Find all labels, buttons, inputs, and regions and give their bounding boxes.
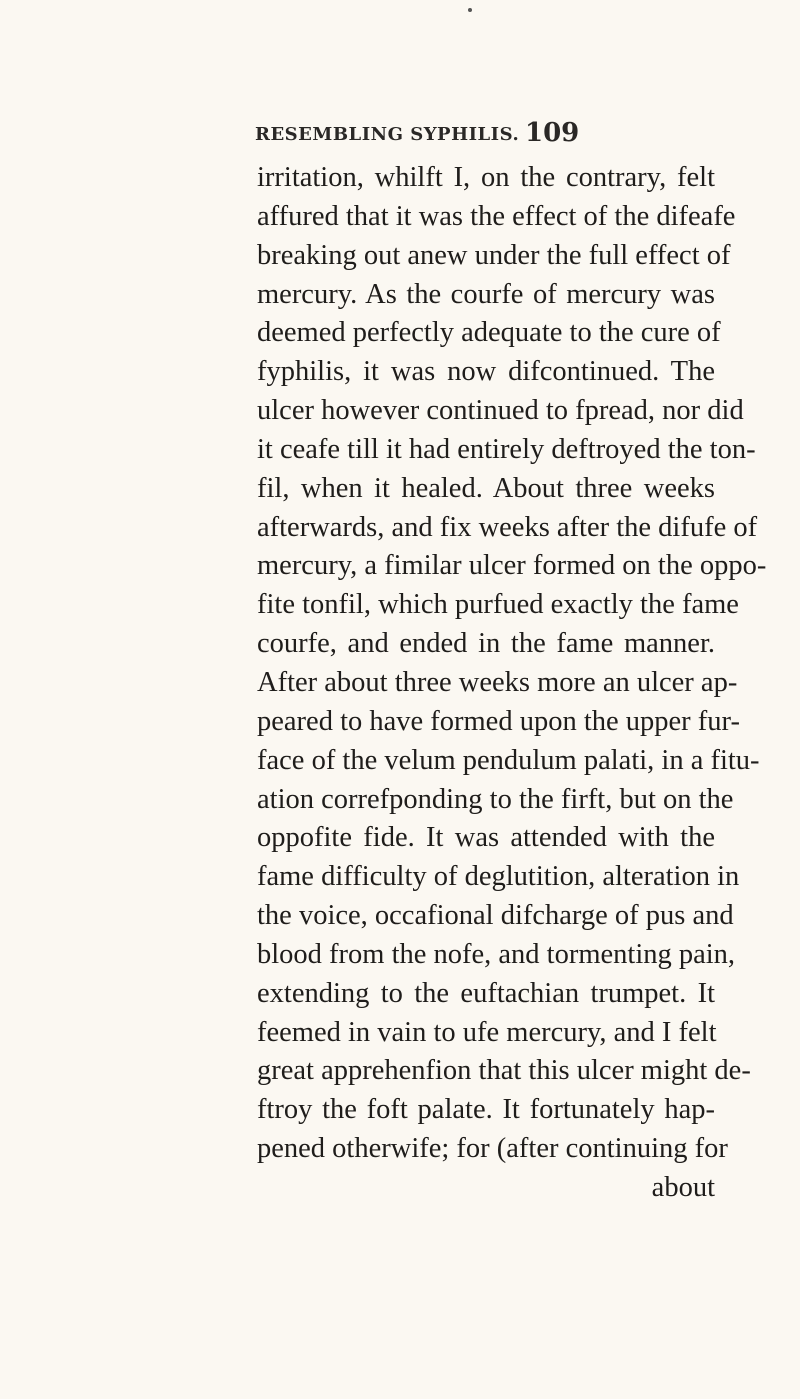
text-line: oppofite fide. It was attended with the — [257, 822, 715, 854]
text-line: fame difficulty of deglutition, alteration in — [257, 861, 740, 893]
text-line: extending to the euftachian trumpet. It — [257, 977, 715, 1009]
ink-speck — [468, 8, 472, 12]
page-number: 109 — [525, 118, 580, 148]
text-line: fil, when it healed. About three weeks — [257, 472, 715, 504]
text-line: ulcer however continued to fpread, nor did — [257, 395, 744, 427]
catchword: about — [651, 1171, 715, 1203]
text-line: great apprehenfion that this ulcer might de- — [257, 1055, 751, 1087]
text-line: ftroy the foft palate. It fortunately hap- — [257, 1094, 715, 1126]
text-line: mercury. As the courfe of mercury was — [257, 278, 715, 310]
text-line: fite tonfil, which purfued exactly the fame — [257, 589, 739, 621]
text-line: irritation, whilft I, on the contrary, felt — [257, 162, 715, 193]
text-line: affured that it was the effect of the difeafe — [257, 200, 736, 232]
text-line: it ceafe till it had entirely deftroyed the ton- — [257, 433, 756, 465]
text-line: courfe, and ended in the fame manner. — [257, 628, 715, 660]
text-line: blood from the nofe, and tormenting pain, — [257, 938, 736, 970]
text-line: breaking out anew under the full effect of — [257, 239, 731, 271]
running-head — [255, 118, 580, 158]
running-head-title: RESEMBLING SYPHILIS. — [255, 124, 520, 145]
text-line: fyphilis, it was now difcontinued. The — [257, 356, 715, 388]
text-line: face of the velum pendulum palati, in a fitu- — [257, 744, 760, 776]
body-text — [257, 159, 767, 1208]
text-line: ation correfponding to the firft, but on the — [257, 783, 734, 815]
text-line: afterwards, and fix weeks after the difufe of — [257, 511, 758, 543]
text-line: feemed in vain to ufe mercury, and I felt — [257, 1016, 717, 1048]
text-line: peared to have formed upon the upper fur- — [257, 705, 740, 737]
text-line: deemed perfectly adequate to the cure of — [257, 317, 721, 349]
text-line: After about three weeks more an ulcer ap- — [257, 666, 738, 698]
text-line: pened otherwife; for (after continuing for — [257, 1133, 728, 1165]
text-line: mercury, a fimilar ulcer formed on the oppo- — [257, 550, 767, 582]
text-line: the voice, occafional difcharge of pus and — [257, 900, 734, 932]
